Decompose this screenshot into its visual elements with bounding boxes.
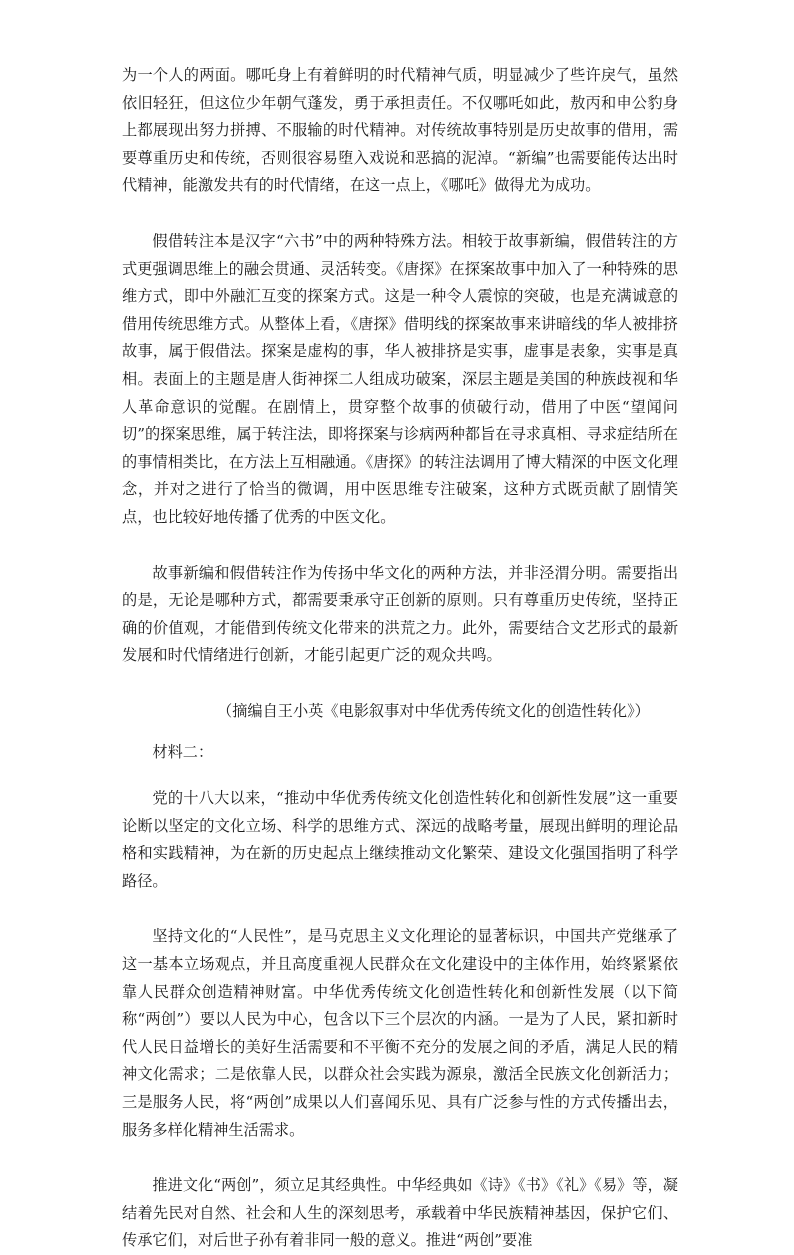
paragraph-jiajie-zhuanzhu: 假借转注本是汉字“六书”中的两种特殊方法。相较于故事新编，假借转注的方式更强调思维上的融会贯通、灵活转变。《唐探》在探案故事中加入了一种特殊的思维方式，即中外融汇互变的探案方式。这是一种令人震惊的突破，也是充满诚意的借用传统思维方式。从整体上看，《唐探》借明线的探案故事来讲暗线的华人被排挤故事，属于假借法。探案是虚构的事，华人被排挤是实事，虚事是表象，实事是真相。表面上的主题是唐人街神探二人组成功破案，深层主题是美国的种族歧视和华人革命意识的觉醒。在剧情上，贯穿整个故事的侦破行动，借用了中医“望闻问切”的探案思维，属于转注法，即将探案与诊病两种都旨在寻求真相、寻求症结所在的事情相类比，在方法上互相融通。《唐探》的转注法调用了博大精深的中医文化理念，并对之进行了恰当的微调，用中医思维专注破案，这种方式既贡献了剧情笑点，也比较好地传播了优秀的中医文化。 <box>122 231 678 526</box>
paragraph-people-oriented: 坚持文化的“人民性”，是马克思主义文化理论的显著标识，中国共产党继承了这一基本立场观点，并且高度重视人民群众在文化建设中的主体作用，始终紧紧依靠人民群众创造精神财富。中华优秀传统文化创造性转化和创新性发展（以下简称“两创”）要以人民为中心，包含以下三个层次的内涵。一是为了人民，紧扣新时代人民日益增长的美好生活需要和不平衡不充分的发展之间的矛盾，满足人民的精神文化需求；二是依靠人民，以群众社会实践为源泉，激活全民族文化创新活力；三是服务人民，将“两创”成果以人们喜闻乐见、具有广泛参与性的方式传播出去，服务多样化精神生活需求。 <box>122 927 678 1139</box>
paragraph-classics: 推进文化“两创”，须立足其经典性。中华经典如《诗》《书》《礼》《易》等，凝结着先民对自然、社会和人生的深刻思考，承载着中华民族精神基因，保护它们、传承它们，对后世子孙有着非同一般的意义。推进“两创”要准 <box>122 1176 678 1250</box>
material-two-label: 材料二： <box>152 743 214 762</box>
paragraph-eighteenth-congress: 党的十八大以来，“推动中华优秀传统文化创造性转化和创新性发展”这一重要论断以坚定的文化立场、科学的思维方式、深远的战略考量，展现出鲜明的理论品格和实践精神，为在新的历史起点上继续推动文化繁荣、建设文化强国指明了科学路径。 <box>122 789 678 890</box>
document-page <box>122 62 678 1255</box>
source-citation: （摘编自王小英《电影叙事对中华优秀传统文化的创造性转化》） <box>217 701 650 720</box>
paragraph-methods-summary: 故事新编和假借转注作为传扬中华文化的两种方法，并非泾渭分明。需要指出的是，无论是哪种方式，都需要秉承守正创新的原则。只有尊重历史传统，坚持正确的价值观，才能借到传统文化带来的洪荒之力。此外，需要结合文艺形式的最新发展和时代情绪进行创新，才能引起更广泛的观众共鸣。 <box>122 563 678 665</box>
paragraph-nezha: 为一个人的两面。哪吒身上有着鲜明的时代精神气质，明显减少了些许戾气，虽然依旧轻狂，但这位少年朝气蓬发，勇于承担责任。不仅哪吒如此，敖丙和申公豹身上都展现出努力拼搏、不服输的时代精神。对传统故事特别是历史故事的借用，需要尊重历史和传统，否则很容易堕入戏说和恶搞的泥淖。“新编”也需要能传达出时代精神，能激发共有的时代情绪，在这一点上，《哪吒》做得尤为成功。 <box>122 66 678 195</box>
